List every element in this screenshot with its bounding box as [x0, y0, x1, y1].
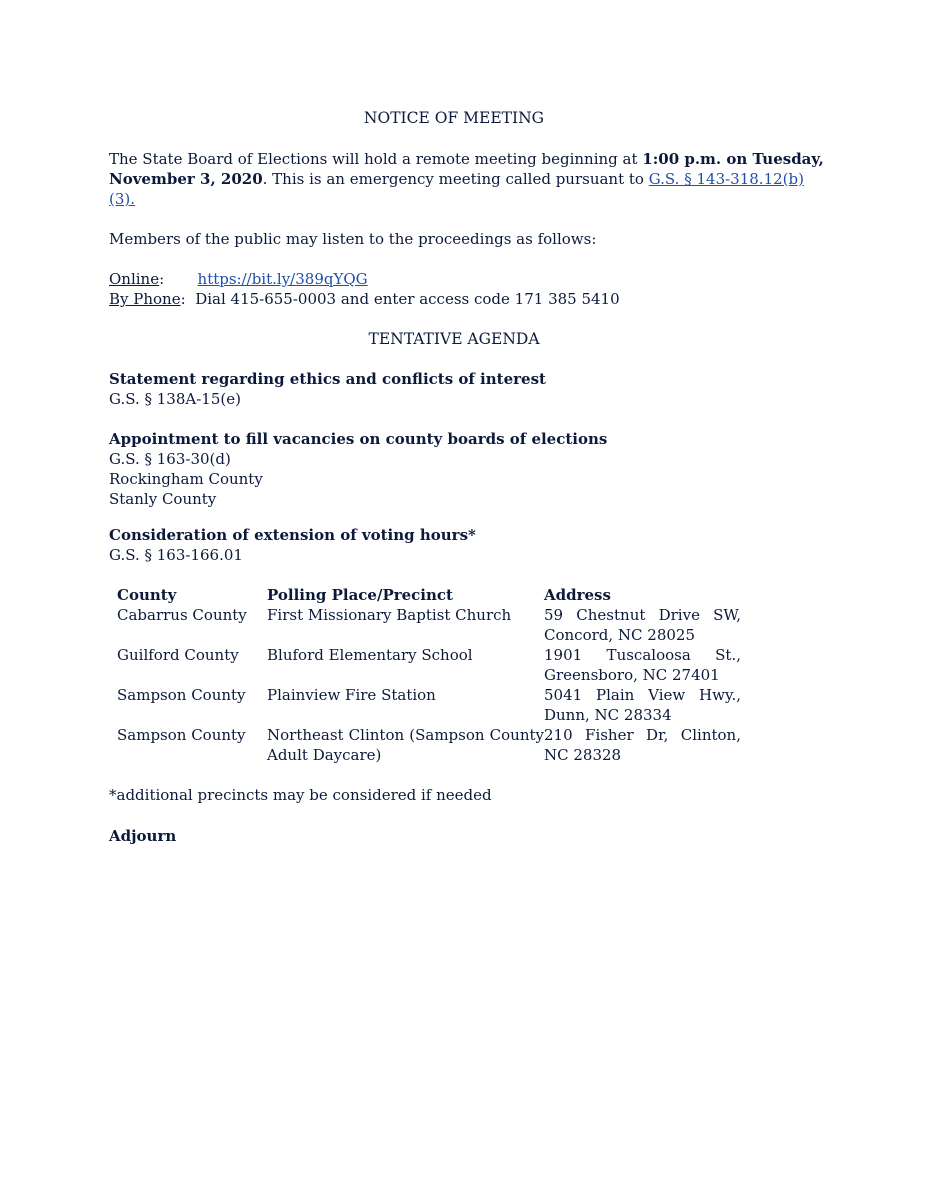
phone-line	[109, 289, 829, 309]
table-cell-county: Sampson County	[117, 686, 246, 704]
agenda-title-wrap	[109, 329, 799, 349]
online-url-link[interactable]: https://bit.ly/389qYQG	[197, 270, 368, 288]
agenda-item-heading: Appointment to fill vacancies on county boards of elections	[109, 430, 608, 448]
table-cell-address: 210 Fisher Dr, Clinton, NC 28328	[544, 726, 741, 764]
footnote: *additional precincts may be considered if needed	[109, 786, 492, 804]
agenda-item-line: Rockingham County	[109, 470, 263, 488]
intro-paragraph	[109, 149, 829, 209]
agenda-item-voting-hours	[109, 525, 829, 565]
table-row	[117, 685, 741, 725]
table-cell-address: 59 Chestnut Drive SW, Concord, NC 28025	[544, 606, 741, 644]
agenda-item-line: G.S. § 163-166.01	[109, 546, 243, 564]
table-header-county: County	[117, 586, 177, 604]
table-header-address: Address	[544, 586, 611, 604]
statute-link[interactable]: G.S. § 143-318.12(b)(3).	[109, 170, 804, 208]
table-cell-county: Guilford County	[117, 646, 239, 664]
phone-colon: :	[180, 290, 196, 308]
online-colon: :	[159, 270, 198, 288]
notice-title-wrap	[109, 108, 799, 128]
table-row	[117, 725, 741, 765]
table-cell-address: 5041 Plain View Hwy., Dunn, NC 28334	[544, 686, 741, 724]
phone-text: Dial 415-655-0003 and enter access code 171 385 5410	[195, 290, 620, 308]
table-cell-polling-place: Bluford Elementary School	[267, 646, 473, 664]
notice-title: NOTICE OF MEETING	[363, 109, 545, 127]
polling-places-table	[117, 585, 741, 765]
table-cell-polling-place: First Missionary Baptist Church	[267, 606, 512, 624]
table-cell-county: Cabarrus County	[117, 606, 247, 624]
online-label: Online	[109, 270, 160, 288]
agenda-item-ethics	[109, 369, 829, 409]
agenda-item-line: G.S. § 163-30(d)	[109, 450, 231, 468]
table-header-polling-place: Polling Place/Precinct	[267, 586, 453, 604]
agenda-item-line: G.S. § 138A-15(e)	[109, 390, 241, 408]
listen-text: Members of the public may listen to the proceedings as follows:	[109, 230, 597, 248]
table-cell-county: Sampson County	[117, 726, 246, 744]
intro-middle: . This is an emergency meeting called pursuant to	[262, 170, 649, 188]
intro-lead: The State Board of Elections will hold a remote meeting beginning at	[109, 150, 643, 168]
table-row	[117, 645, 741, 685]
agenda-title: TENTATIVE AGENDA	[368, 330, 540, 348]
agenda-item-vacancies	[109, 429, 829, 509]
table-cell-polling-place: Northeast Clinton (Sampson County Adult Daycare)	[267, 726, 544, 764]
table-cell-address: 1901 Tuscaloosa St., Greensboro, NC 27401	[544, 646, 741, 684]
table-row	[117, 605, 741, 645]
online-line	[109, 269, 829, 289]
meeting-time: 1:00 p.m. on Tuesday, November 3, 2020	[109, 150, 824, 188]
table-cell-polling-place: Plainview Fire Station	[267, 686, 436, 704]
adjourn-heading: Adjourn	[109, 827, 177, 845]
agenda-item-line: Stanly County	[109, 490, 217, 508]
phone-label: By Phone	[109, 290, 181, 308]
document-page	[109, 108, 829, 846]
agenda-item-heading: Statement regarding ethics and conflicts of interest	[109, 370, 546, 388]
table-header-row	[117, 585, 741, 605]
agenda-item-heading: Consideration of extension of voting hours*	[109, 526, 476, 544]
